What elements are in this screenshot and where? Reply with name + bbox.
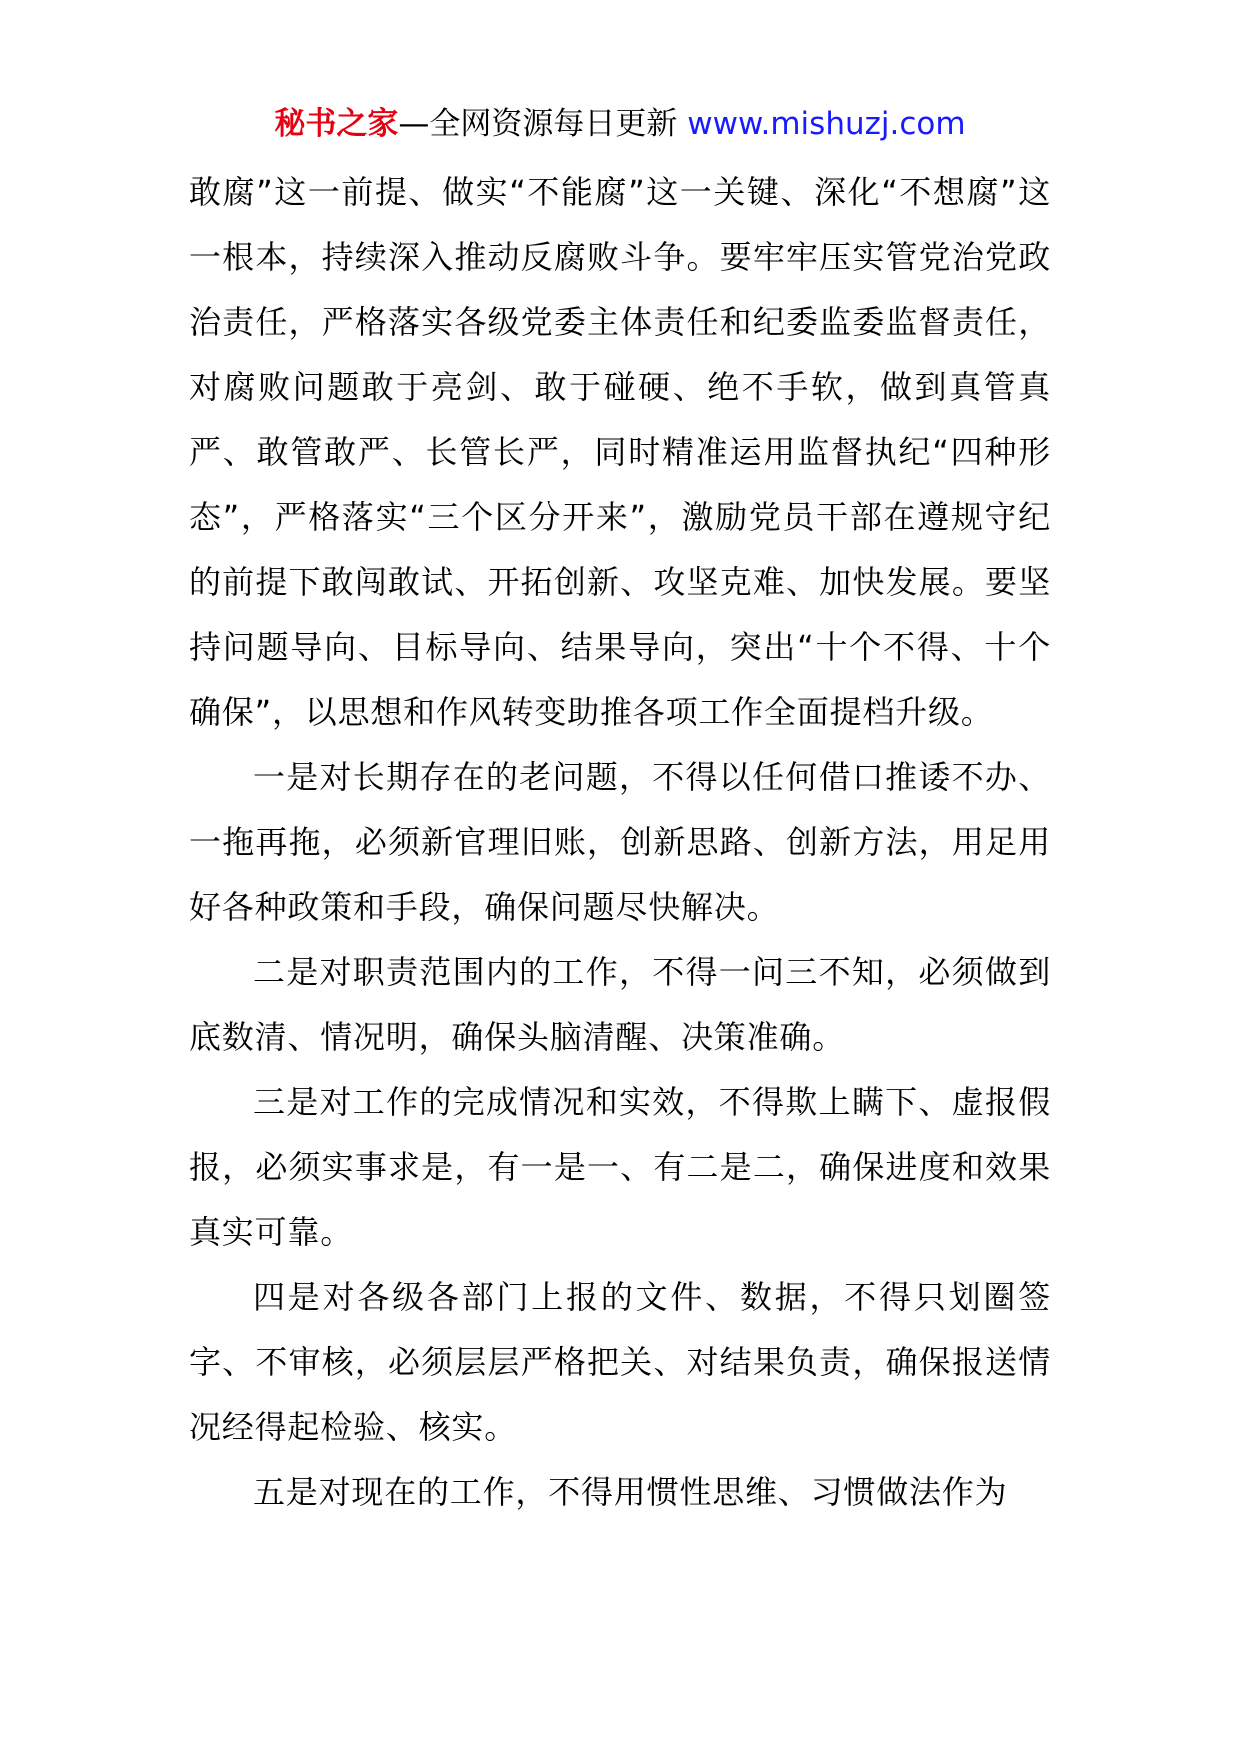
document-body xyxy=(189,160,1051,1525)
header-slogan: —全网资源每日更新 xyxy=(398,106,688,142)
paragraph-item-1: 一是对长期存在的老问题，不得以任何借口推诿不办、一拖再拖，必须新官理旧账，创新思路、创新方法，用足用好各种政策和手段，确保问题尽快解决。 xyxy=(189,758,1051,926)
header-site-link[interactable]: www.mishuzj.com xyxy=(687,106,966,142)
paragraph-continuation: 敢腐”这一前提、做实“不能腐”这一关键、深化“不想腐”这一根本，持续深入推动反腐败斗争。要牢牢压实管党治党政治责任，严格落实各级党委主体责任和纪委监委监督责任，对腐败问题敢于亮剑、敢于碰硬、绝不手软，做到真管真严、敢管敢严、长管长严，同时精准运用监督执纪“四种形态”，严格落实“三个区分开来”，激励党员干部在遵规守纪的前提下敢闯敢试、开拓创新、攻坚克难、加快发展。要坚持问题导向、目标导向、结果导向，突出“十个不得、十个确保”，以思想和作风转变助推各项工作全面提档升级。 xyxy=(189,173,1051,731)
header-brand: 秘书之家 xyxy=(274,106,399,142)
paragraph-item-4: 四是对各级各部门上报的文件、数据，不得只划圈签字、不审核，必须层层严格把关、对结果负责，确保报送情况经得起检验、核实。 xyxy=(189,1278,1051,1446)
paragraph-item-3: 三是对工作的完成情况和实效，不得欺上瞒下、虚报假报，必须实事求是，有一是一、有二是二，确保进度和效果真实可靠。 xyxy=(189,1083,1051,1251)
page-header xyxy=(0,100,1240,148)
paragraph-item-2: 二是对职责范围内的工作，不得一问三不知，必须做到底数清、情况明，确保头脑清醒、决策准确。 xyxy=(189,953,1051,1056)
paragraph-item-5: 五是对现在的工作，不得用惯性思维、习惯做法作为 xyxy=(253,1473,1008,1511)
